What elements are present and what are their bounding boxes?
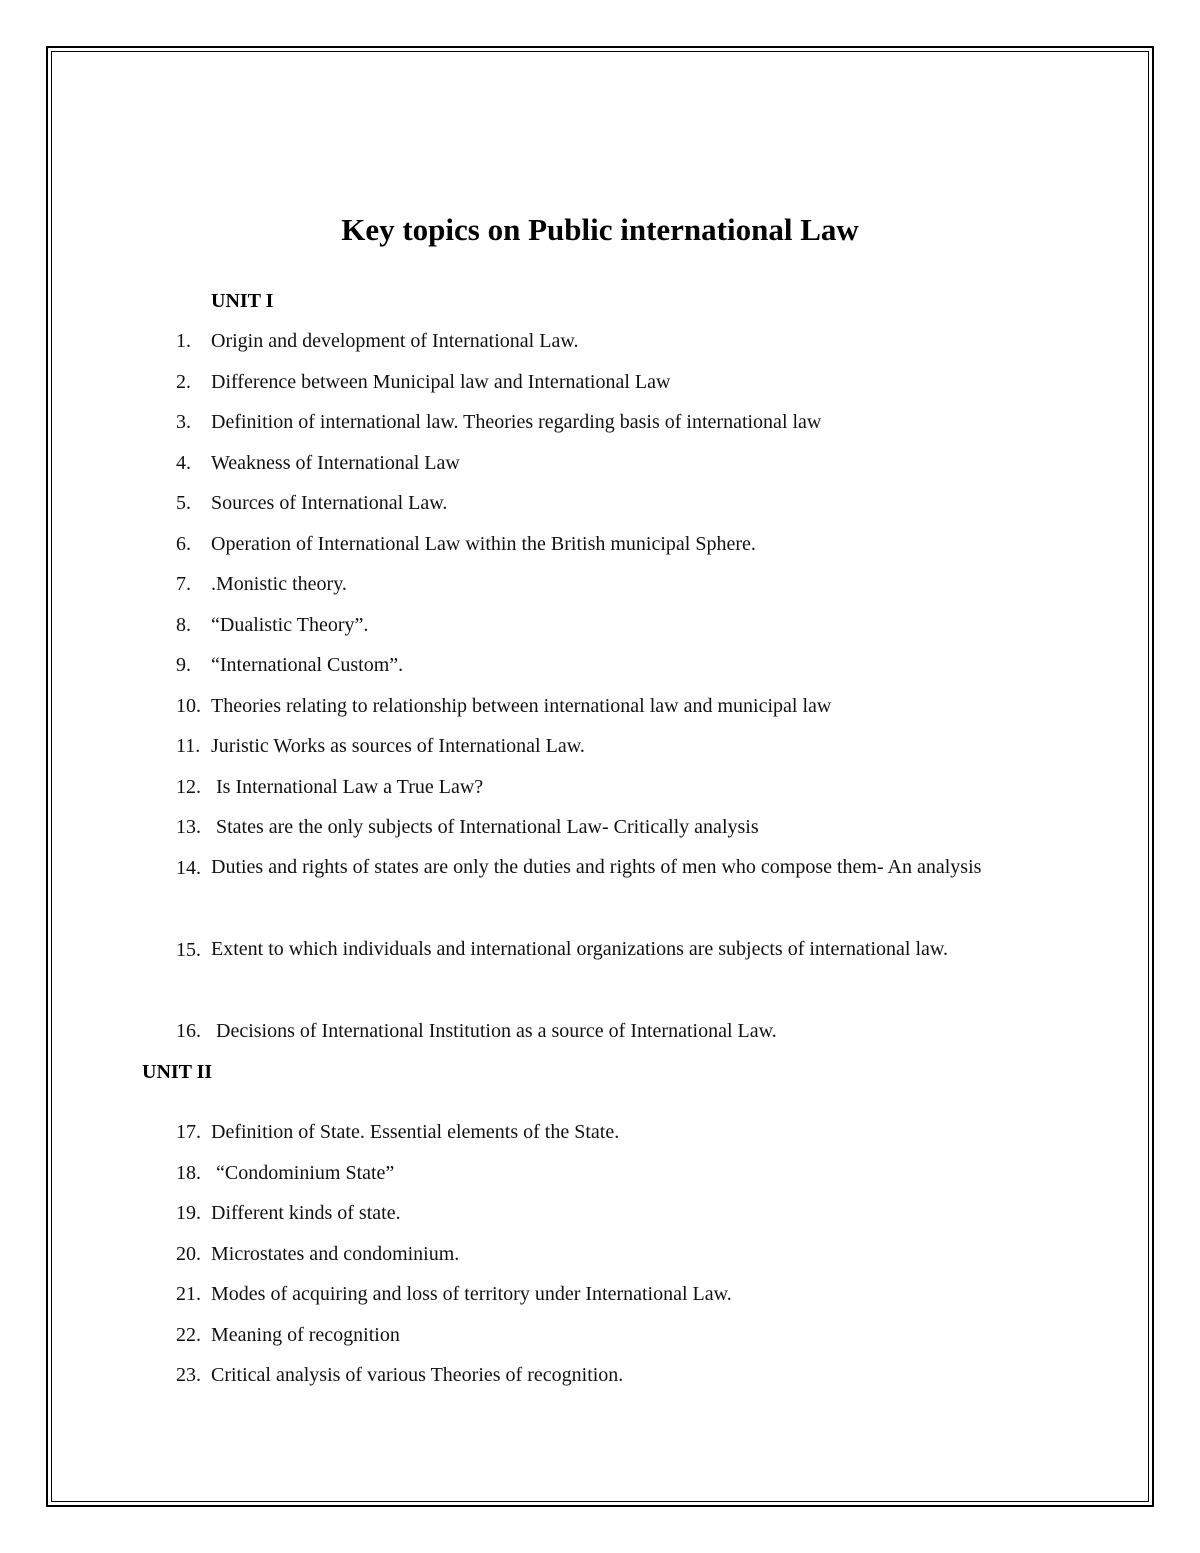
item-text: .Monistic theory. [211, 573, 347, 595]
item-number: 4. [176, 452, 191, 474]
item-number: 19. [176, 1202, 201, 1224]
item-text: Modes of acquiring and loss of territory under International Law. [211, 1283, 732, 1305]
item-number: 13. [176, 816, 201, 838]
document-title: Key topics on Public international Law [341, 212, 859, 247]
item-text: Extent to which individuals and international organizations are subjects of international law. [211, 938, 949, 960]
item-text: Decisions of International Institution as a source of International Law. [211, 1020, 777, 1042]
item-text: Theories relating to relationship between international law and municipal law [211, 695, 832, 717]
item-text: Different kinds of state. [211, 1202, 401, 1224]
item-number: 23. [176, 1364, 201, 1386]
item-text: Origin and development of International Law. [211, 330, 579, 352]
item-number: 2. [176, 371, 191, 393]
item-number: 8. [176, 614, 191, 636]
unit-heading: UNIT I [211, 290, 274, 312]
item-number: 6. [176, 533, 191, 555]
item-text: Sources of International Law. [211, 492, 448, 514]
item-number: 5. [176, 492, 191, 514]
item-number: 12. [176, 776, 201, 798]
item-number: 22. [176, 1324, 201, 1346]
item-number: 20. [176, 1243, 201, 1265]
item-text: Difference between Municipal law and International Law [211, 371, 671, 393]
item-number: 18. [176, 1162, 201, 1184]
item-text: Definition of international law. Theories regarding basis of international law [211, 411, 822, 433]
item-text: Definition of State. Essential elements of the State. [211, 1121, 620, 1143]
item-text: Juristic Works as sources of International Law. [211, 735, 585, 757]
item-text: Meaning of recognition [211, 1324, 400, 1346]
item-text: States are the only subjects of International Law- Critically analysis [211, 816, 759, 838]
item-number: 16. [176, 1020, 201, 1042]
item-number: 3. [176, 411, 191, 433]
item-text: “Condominium State” [211, 1162, 395, 1184]
item-number: 21. [176, 1283, 201, 1305]
item-text: Critical analysis of various Theories of recognition. [211, 1364, 624, 1386]
item-number: 9. [176, 654, 191, 676]
item-text: Is International Law a True Law? [211, 776, 484, 798]
item-text: Microstates and condominium. [211, 1243, 460, 1265]
item-text: “International Custom”. [211, 654, 404, 676]
item-text: Weakness of International Law [211, 452, 460, 474]
item-number: 14. [176, 857, 201, 879]
item-text: Operation of International Law within the British municipal Sphere. [211, 533, 756, 555]
item-number: 17. [176, 1121, 201, 1143]
item-number: 11. [176, 735, 201, 757]
item-number: 15. [176, 939, 201, 961]
unit-heading: UNIT II [142, 1061, 213, 1083]
item-number: 1. [176, 330, 191, 352]
item-text: “Dualistic Theory”. [211, 614, 369, 636]
item-text: Duties and rights of states are only the duties and rights of men who compose them- An analysis [211, 856, 982, 878]
item-number: 10. [176, 695, 201, 717]
item-number: 7. [176, 573, 191, 595]
